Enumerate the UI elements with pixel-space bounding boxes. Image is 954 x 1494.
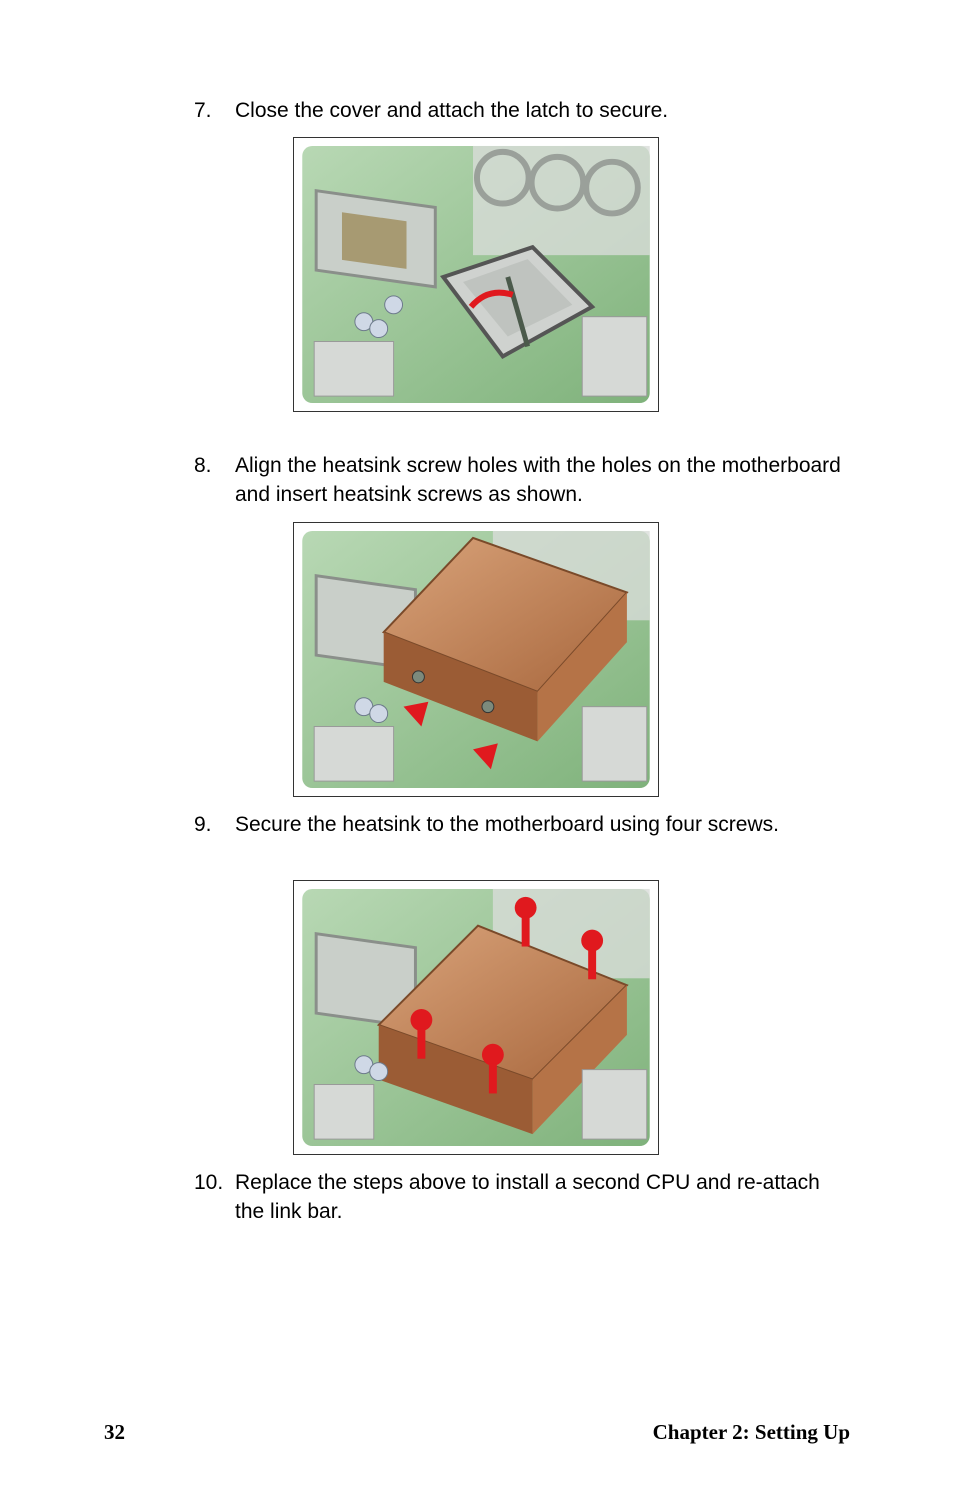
step-number: 7. [194,99,212,122]
step-text: Secure the heatsink to the motherboard using four screws. [235,813,779,836]
heatsink-alignment-illustration [294,523,658,796]
figure-align-heatsink [293,522,659,797]
chapter-title: Chapter 2: Setting Up [652,1420,850,1444]
figure-secure-heatsink [293,880,659,1155]
step-number: 10. [194,1171,224,1194]
page-number: 32 [104,1420,125,1444]
cpu-socket-cover-illustration [294,138,658,411]
step-text: Align the heatsink screw holes with the holes on the motherboard and insert heatsink screws as shown. [235,454,841,506]
heatsink-screws-illustration [294,881,658,1154]
heatsink-fins [314,342,393,397]
step-number: 9. [194,813,212,836]
figure-close-cover [293,137,659,412]
step-text: Replace the steps above to install a second CPU and re-attach the link bar. [235,1171,820,1223]
step-text: Close the cover and attach the latch to secure. [235,99,669,122]
step-number: 8. [194,454,212,477]
